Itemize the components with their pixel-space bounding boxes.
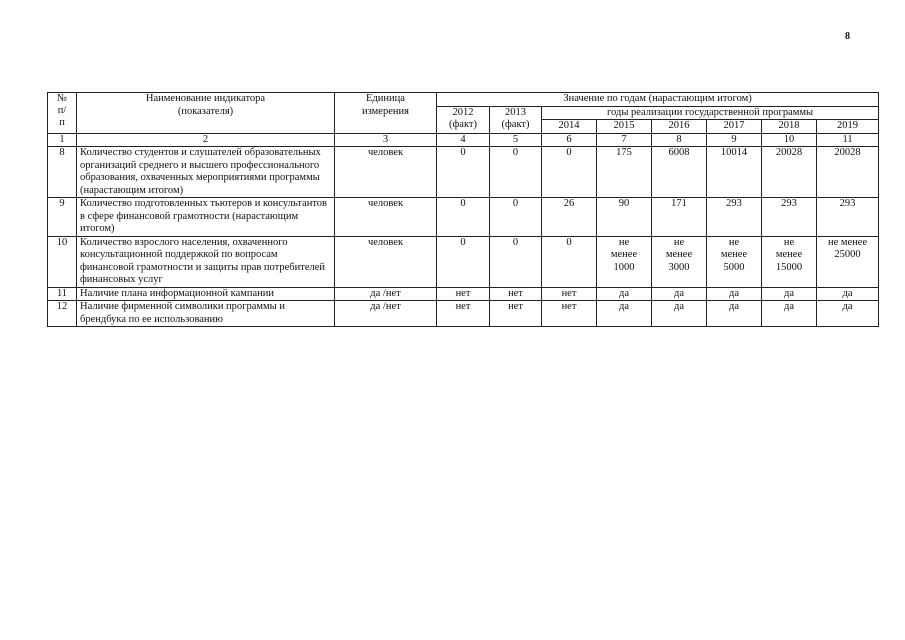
header-year-2016: 2016 xyxy=(652,120,707,134)
column-number: 6 xyxy=(542,133,597,147)
row-number: 8 xyxy=(48,147,77,198)
value-cell: 10014 xyxy=(707,147,762,198)
row-number: 10 xyxy=(48,236,77,287)
value-cell: не менее 25000 xyxy=(817,236,879,287)
value-cell: 0 xyxy=(490,198,542,237)
unit-cell: человек xyxy=(335,236,437,287)
header-year-2017: 2017 xyxy=(707,120,762,134)
value-cell: не менее 15000 xyxy=(762,236,817,287)
value-cell: 0 xyxy=(437,147,490,198)
unit-cell: да /нет xyxy=(335,287,437,301)
value-cell: 90 xyxy=(597,198,652,237)
value-cell: 0 xyxy=(542,236,597,287)
value-cell: да xyxy=(597,301,652,327)
column-number: 3 xyxy=(335,133,437,147)
table-row xyxy=(48,147,879,198)
header-year-2018: 2018 xyxy=(762,120,817,134)
value-cell: 293 xyxy=(707,198,762,237)
unit-cell: да /нет xyxy=(335,301,437,327)
table-row xyxy=(48,287,879,301)
value-cell: 293 xyxy=(762,198,817,237)
header-year-2013: 2013 (факт) xyxy=(490,106,542,133)
value-cell: 0 xyxy=(437,236,490,287)
value-cell: да xyxy=(817,287,879,301)
value-cell: 20028 xyxy=(762,147,817,198)
indicator-name: Количество подготовленных тьютеров и консультантов в сфере финансовой грамотности (нарастающим итогом) xyxy=(77,198,335,237)
value-cell: да xyxy=(707,287,762,301)
value-cell: 171 xyxy=(652,198,707,237)
value-cell: нет xyxy=(437,287,490,301)
header-unit: Единица измерения xyxy=(335,93,437,134)
header-year-2019: 2019 xyxy=(817,120,879,134)
value-cell: 0 xyxy=(490,147,542,198)
header-values-by-years: Значение по годам (нарастающим итогом) xyxy=(437,93,879,107)
table-row xyxy=(48,301,879,327)
value-cell: да xyxy=(707,301,762,327)
header-year-2012: 2012 (факт) xyxy=(437,106,490,133)
value-cell: да xyxy=(762,301,817,327)
row-number: 12 xyxy=(48,301,77,327)
row-number: 9 xyxy=(48,198,77,237)
column-number: 4 xyxy=(437,133,490,147)
value-cell: не менее 3000 xyxy=(652,236,707,287)
column-number: 9 xyxy=(707,133,762,147)
indicators-table xyxy=(47,92,879,327)
unit-cell: человек xyxy=(335,147,437,198)
column-number: 8 xyxy=(652,133,707,147)
header-row-1 xyxy=(48,93,879,107)
indicator-name: Наличие плана информационной кампании xyxy=(77,287,335,301)
column-number: 10 xyxy=(762,133,817,147)
value-cell: 175 xyxy=(597,147,652,198)
value-cell: да xyxy=(817,301,879,327)
header-program-years: годы реализации государственной программы xyxy=(542,106,879,120)
value-cell: 6008 xyxy=(652,147,707,198)
value-cell: да xyxy=(597,287,652,301)
value-cell: да xyxy=(652,287,707,301)
header-num-line2: п/ xyxy=(57,105,67,116)
indicator-name: Количество студентов и слушателей образовательных организаций среднего и высшего профессионального образования, охваченных мероприятиями программы (нарастающим итогом) xyxy=(77,147,335,198)
value-cell: нет xyxy=(490,301,542,327)
value-cell: нет xyxy=(437,301,490,327)
unit-cell: человек xyxy=(335,198,437,237)
value-cell: 0 xyxy=(490,236,542,287)
column-number: 5 xyxy=(490,133,542,147)
indicator-name: Количество взрослого населения, охваченного консультационной поддержкой по вопросам финансовой грамотности и защиты прав потребителей финансовых услуг xyxy=(77,236,335,287)
header-num-line1: № xyxy=(56,93,68,104)
header-num xyxy=(48,93,77,134)
table-row xyxy=(48,236,879,287)
row-number: 11 xyxy=(48,287,77,301)
value-cell: 293 xyxy=(817,198,879,237)
column-number: 1 xyxy=(48,133,77,147)
column-number: 2 xyxy=(77,133,335,147)
header-year-2014: 2014 xyxy=(542,120,597,134)
value-cell: 0 xyxy=(437,198,490,237)
column-number-row xyxy=(48,133,879,147)
value-cell: да xyxy=(652,301,707,327)
header-num-line3: п xyxy=(59,117,65,128)
value-cell: не менее 5000 xyxy=(707,236,762,287)
column-number: 11 xyxy=(817,133,879,147)
value-cell: не менее 1000 xyxy=(597,236,652,287)
page-number: 8 xyxy=(845,31,850,42)
header-year-2015: 2015 xyxy=(597,120,652,134)
value-cell: 0 xyxy=(542,147,597,198)
indicator-name: Наличие фирменной символики программы и брендбука по ее использованию xyxy=(77,301,335,327)
table-row xyxy=(48,198,879,237)
column-number: 7 xyxy=(597,133,652,147)
value-cell: нет xyxy=(542,301,597,327)
value-cell: нет xyxy=(490,287,542,301)
value-cell: да xyxy=(762,287,817,301)
header-name: Наименование индикатора (показателя) xyxy=(77,93,335,134)
value-cell: нет xyxy=(542,287,597,301)
value-cell: 20028 xyxy=(817,147,879,198)
value-cell: 26 xyxy=(542,198,597,237)
